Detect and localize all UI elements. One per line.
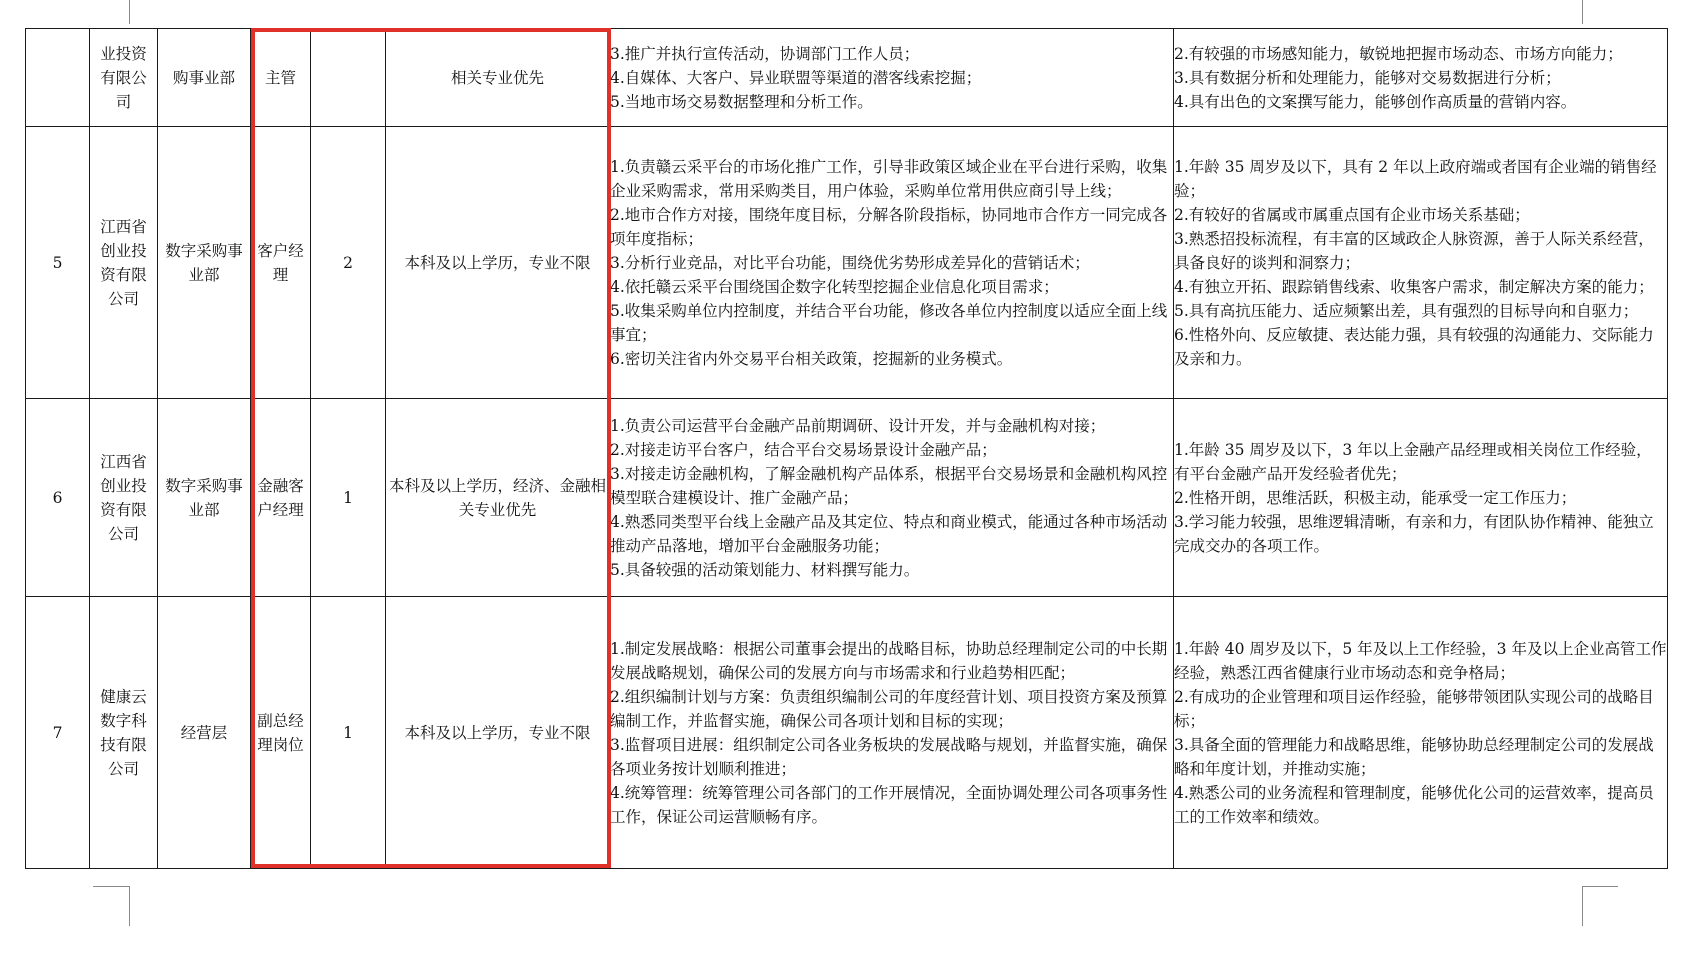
- headcount: 2: [311, 127, 386, 399]
- duty-item: 5.收集采购单位内控制度，并结合平台功能，修改各单位内控制度以适应全面上线事宜；: [610, 301, 1168, 344]
- row-number: 5: [26, 127, 90, 399]
- duty-item: 3.监督项目进展：组织制定公司各业务板块的发展战略与规划，并监督实施，确保各项业务按计划顺利推进；: [610, 735, 1168, 778]
- company-name: 业投资有限公司: [90, 29, 158, 127]
- duty-item: 3.对接走访金融机构，了解金融机构产品体系，根据平台交易场景和金融机构风控模型联合建模设计、推广金融产品；: [610, 464, 1168, 507]
- requirement-item: 2.有较强的市场感知能力，敏锐地把握市场动态、市场方向能力；: [1174, 44, 1623, 63]
- crop-mark-bottom-right-v: [1582, 886, 1583, 926]
- row-number: 7: [26, 597, 90, 869]
- education-requirement: 本科及以上学历，专业不限: [386, 127, 610, 399]
- crop-mark-bottom-left-h: [93, 886, 129, 887]
- job-duties: [610, 399, 1174, 597]
- table-row: [26, 399, 1668, 597]
- crop-mark-bottom-left-v: [129, 886, 130, 926]
- department: 经营层: [158, 597, 251, 869]
- duty-item: 1.制定发展战略：根据公司董事会提出的战略目标，协助总经理制定公司的中长期发展战略规划，确保公司的发展方向与市场需求和行业趋势相匹配；: [610, 639, 1168, 682]
- position: 客户经理: [251, 127, 311, 399]
- department: 数字采购事业部: [158, 127, 251, 399]
- requirement-item: 1.年龄 35 周岁及以下，3 年以上金融产品经理或相关岗位工作经验，有平台金融产品开发经验者优先；: [1174, 440, 1652, 483]
- duty-item: 5.具备较强的活动策划能力、材料撰写能力。: [610, 560, 920, 579]
- duty-item: 2.组织编制计划与方案：负责组织编制公司的年度经营计划、项目投资方案及预算编制工作，并监督实施，确保公司各项计划和目标的实现；: [610, 687, 1168, 730]
- duty-item: 2.地市合作方对接，围绕年度目标，分解各阶段指标，协同地市合作方一同完成各项年度指标；: [610, 205, 1168, 248]
- requirement-item: 6.性格外向、反应敏捷、表达能力强，具有较强的沟通能力、交际能力及亲和力。: [1174, 325, 1654, 368]
- duty-item: 1.负责公司运营平台金融产品前期调研、设计开发，并与金融机构对接；: [610, 416, 1106, 435]
- job-requirements: [1174, 399, 1668, 597]
- job-requirements: [1174, 127, 1668, 399]
- job-duties: [610, 127, 1174, 399]
- requirement-item: 2.性格开朗，思维活跃，积极主动，能承受一定工作压力；: [1174, 488, 1577, 507]
- job-posting-table: [25, 28, 1668, 869]
- duty-item: 3.推广并执行宣传活动，协调部门工作人员；: [610, 44, 920, 63]
- duty-item: 4.自媒体、大客户、异业联盟等渠道的潜客线索挖掘；: [610, 68, 982, 87]
- company-name: 江西省创业投资有限公司: [90, 127, 158, 399]
- row-number: 6: [26, 399, 90, 597]
- requirement-item: 3.具备全面的管理能力和战略思维，能够协助总经理制定公司的发展战略和年度计划，并推动实施；: [1174, 735, 1654, 778]
- headcount: 1: [311, 399, 386, 597]
- requirement-item: 2.有较好的省属或市属重点国有企业市场关系基础；: [1174, 205, 1530, 224]
- requirement-item: 1.年龄 35 周岁及以下，具有 2 年以上政府端或者国有企业端的销售经验；: [1174, 157, 1657, 200]
- duty-item: 4.熟悉同类型平台线上金融产品及其定位、特点和商业模式，能通过各种市场活动推动产品落地，增加平台金融服务功能；: [610, 512, 1168, 555]
- education-requirement: 本科及以上学历，经济、金融相关专业优先: [386, 399, 610, 597]
- requirement-item: 4.具有出色的文案撰写能力，能够创作高质量的营销内容。: [1174, 92, 1577, 111]
- crop-mark-top-right-v: [1582, 0, 1583, 24]
- duty-item: 6.密切关注省内外交易平台相关政策，挖掘新的业务模式。: [610, 349, 1013, 368]
- duty-item: 3.分析行业竞品，对比平台功能，围绕优劣势形成差异化的营销话术；: [610, 253, 1090, 272]
- duty-item: 4.统筹管理：统筹管理公司各部门的工作开展情况，全面协调处理公司各项事务性工作，保证公司运营顺畅有序。: [610, 783, 1168, 826]
- department: 购事业部: [158, 29, 251, 127]
- requirement-item: 2.有成功的企业管理和项目运作经验，能够带领团队实现公司的战略目标；: [1174, 687, 1654, 730]
- company-name: 江西省创业投资有限公司: [90, 399, 158, 597]
- headcount: [311, 29, 386, 127]
- table-row: [26, 29, 1668, 127]
- duty-item: 5.当地市场交易数据整理和分析工作。: [610, 92, 873, 111]
- requirement-item: 1.年龄 40 周岁及以下，5 年及以上工作经验，3 年及以上企业高管工作经验，熟悉江西省健康行业市场动态和竞争格局；: [1174, 639, 1667, 682]
- job-duties: [610, 29, 1174, 127]
- crop-mark-top-left-v: [129, 0, 130, 24]
- position: 副总经理岗位: [251, 597, 311, 869]
- education-requirement: 相关专业优先: [386, 29, 610, 127]
- row-number: [26, 29, 90, 127]
- job-requirements: [1174, 597, 1668, 869]
- department: 数字采购事业部: [158, 399, 251, 597]
- requirement-item: 4.有独立开拓、跟踪销售线索、收集客户需求，制定解决方案的能力；: [1174, 277, 1654, 296]
- table-row: [26, 597, 1668, 869]
- duty-item: 2.对接走访平台客户，结合平台交易场景设计金融产品；: [610, 440, 997, 459]
- position: 主管: [251, 29, 311, 127]
- duty-item: 1.负责赣云采平台的市场化推广工作，引导非政策区域企业在平台进行采购，收集企业采购需求，常用采购类目，用户体验，采购单位常用供应商引导上线；: [610, 157, 1168, 200]
- requirement-item: 3.具有数据分析和处理能力，能够对交易数据进行分析；: [1174, 68, 1561, 87]
- company-name: 健康云数字科技有限公司: [90, 597, 158, 869]
- education-requirement: 本科及以上学历，专业不限: [386, 597, 610, 869]
- table-row: [26, 127, 1668, 399]
- position: 金融客户经理: [251, 399, 311, 597]
- requirement-item: 3.熟悉招投标流程，有丰富的区域政企人脉资源，善于人际关系经营，具备良好的谈判和洞察力；: [1174, 229, 1654, 272]
- requirement-item: 4.熟悉公司的业务流程和管理制度，能够优化公司的运营效率，提高员工的工作效率和绩效。: [1174, 783, 1654, 826]
- crop-mark-bottom-right-h: [1582, 886, 1618, 887]
- requirement-item: 5.具有高抗压能力、适应频繁出差，具有强烈的目标导向和自驱力；: [1174, 301, 1639, 320]
- duty-item: 4.依托赣云采平台围绕国企数字化转型挖掘企业信息化项目需求；: [610, 277, 1059, 296]
- job-requirements: [1174, 29, 1668, 127]
- headcount: 1: [311, 597, 386, 869]
- job-duties: [610, 597, 1174, 869]
- requirement-item: 3.学习能力较强，思维逻辑清晰，有亲和力，有团队协作精神、能独立完成交办的各项工作。: [1174, 512, 1654, 555]
